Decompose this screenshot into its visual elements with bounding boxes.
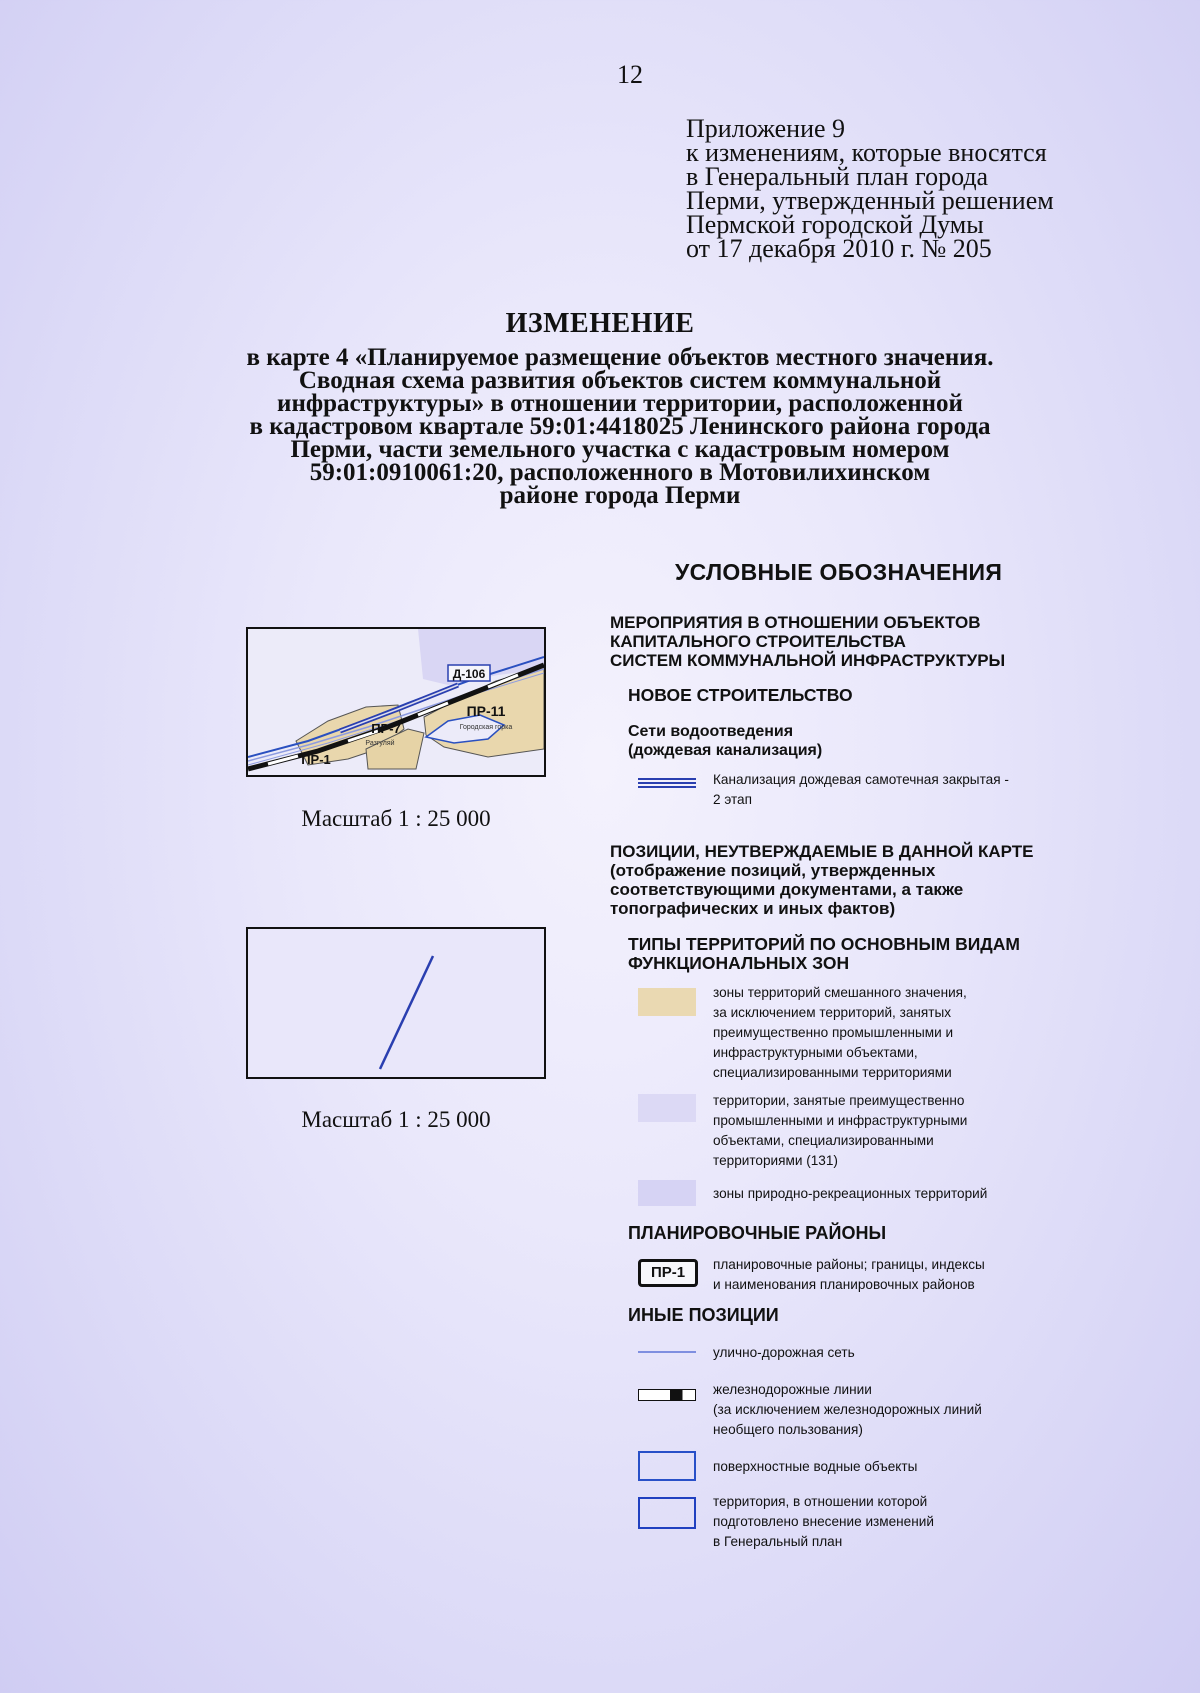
legend-text-line: поверхностные водные объекты [713, 1459, 918, 1474]
annex-line: Перми, утвержденный решением [686, 186, 1054, 215]
legend-mixed-zone [713, 983, 967, 1083]
legend-measures-heading [610, 613, 1005, 670]
legend-change-item [713, 1492, 934, 1552]
heading-line: КАПИТАЛЬНОГО СТРОИТЕЛЬСТВА [610, 632, 906, 651]
heading-line: соответствующими документами, а также [610, 880, 964, 899]
map-fragment-1 [246, 627, 546, 777]
heading-line: ИНЫЕ ПОЗИЦИИ [628, 1305, 779, 1325]
railway-swatch [638, 1389, 696, 1401]
legend-text-line: железнодорожные линии [713, 1382, 872, 1397]
heading-line: (дождевая канализация) [628, 742, 823, 759]
legend-types-heading [628, 935, 1020, 973]
legend-new-construction [628, 686, 853, 705]
change-territory-swatch [638, 1497, 696, 1529]
legend-rail-item [713, 1380, 982, 1440]
annex-line: Приложение 9 [686, 114, 846, 143]
legend-positions-heading [610, 842, 1033, 918]
heading-line: НОВОЕ СТРОИТЕЛЬСТВО [628, 685, 853, 705]
map-2-scale: Масштаб 1 : 25 000 [301, 1107, 491, 1132]
map-road-label: Д-106 [452, 667, 486, 681]
annex-line: к изменениям, которые вносятся [686, 138, 1047, 167]
legend-text-line: 2 этап [713, 792, 752, 807]
sewer-line-swatch [638, 776, 696, 790]
heading-line: топографических и иных фактов) [610, 899, 896, 918]
legend-text-line: зоны территорий смешанного значения, [713, 985, 967, 1000]
legend-recreation-zone [713, 1184, 987, 1204]
legend-title: УСЛОВНЫЕ ОБОЗНАЧЕНИЯ [675, 559, 1003, 585]
heading-line: СИСТЕМ КОММУНАЛЬНОЙ ИНФРАСТРУКТУРЫ [610, 651, 1006, 670]
subtitle-line: 59:01:0910061:20, расположенного в Мотовилихинском [309, 459, 931, 486]
heading-line: МЕРОПРИЯТИЯ В ОТНОШЕНИИ ОБЪЕКТОВ [610, 613, 981, 632]
subtitle-line: инфраструктуры» в отношении территории, расположенной [277, 390, 963, 417]
legend-text-line: за исключением территорий, занятых [713, 1005, 952, 1020]
legend-industrial-zone [713, 1091, 967, 1171]
legend-text-line: планировочные районы; границы, индексы [713, 1257, 985, 1272]
annex-line: от 17 декабря 2010 г. № 205 [686, 234, 992, 263]
legend-text-line: улично-дорожная сеть [713, 1345, 855, 1360]
legend-sewer-heading [628, 722, 822, 760]
legend-text-line: и наименования планировочных районов [713, 1277, 975, 1292]
road-network-swatch [638, 1351, 696, 1353]
heading-line: ТИПЫ ТЕРРИТОРИЙ ПО ОСНОВНЫМ ВИДАМ [628, 934, 1020, 954]
water-objects-swatch [638, 1451, 696, 1481]
map-label-pr7-name: Разгуляй [365, 740, 395, 747]
map-2-drawing [248, 929, 544, 1077]
page-number: 12 [617, 60, 643, 89]
subtitle-line: Сводная схема развития объектов систем коммунальной [298, 367, 942, 394]
legend-text-line: промышленными и инфраструктурными [713, 1113, 968, 1128]
subtitle-line: в кадастровом квартале 59:01:4418025 Ленинского района города [249, 413, 991, 440]
map-label-pr11-name: Городская горка [459, 724, 513, 731]
heading-line: (отображение позиций, утвержденных [610, 861, 936, 880]
planning-district-badge: ПР-1 [638, 1259, 698, 1287]
map-1-drawing [248, 629, 544, 775]
legend-water-item [713, 1457, 917, 1477]
industrial-zone-swatch [638, 1094, 696, 1122]
map-fragment-2 [246, 927, 546, 1079]
legend-text-line: объектами, специализированными [713, 1133, 934, 1148]
map-label-pr7: ПР-7 [371, 721, 401, 736]
legend-text-line: инфраструктурными объектами, [713, 1045, 918, 1060]
legend-other-heading [628, 1306, 779, 1325]
legend-sewer-item [713, 770, 1009, 810]
map-label-pr11: ПР-11 [466, 703, 506, 719]
legend-text-line: преимущественно промышленными и [713, 1025, 954, 1040]
legend-text-line: специализированными территориями [713, 1065, 952, 1080]
legend-text-line: (за исключением железнодорожных линий [713, 1402, 982, 1417]
legend-text-line: территориями (131) [713, 1153, 838, 1168]
subtitle-line: Перми, части земельного участка с кадастровым номером [290, 436, 950, 463]
legend-text-line: зоны природно-рекреационных территорий [713, 1186, 988, 1201]
subtitle-line: районе города Перми [499, 482, 741, 509]
heading-line: ПОЗИЦИИ, НЕУТВЕРЖДАЕМЫЕ В ДАННОЙ КАРТЕ [610, 842, 1034, 861]
subtitle-line: в карте 4 «Планируемое размещение объектов местного значения. [246, 344, 994, 371]
legend-text-line: Канализация дождевая самотечная закрытая - [713, 772, 1009, 787]
annex-block [686, 114, 1054, 263]
legend-text-line: территория, в отношении которой [713, 1494, 928, 1509]
recreation-zone-swatch [638, 1180, 696, 1206]
map-1-scale: Масштаб 1 : 25 000 [301, 806, 491, 831]
legend-road-item [713, 1343, 855, 1363]
legend-planning-heading [628, 1224, 886, 1243]
legend-text-line: территории, занятые преимущественно [713, 1093, 965, 1108]
legend-text-line: подготовлено внесение изменений [713, 1514, 934, 1529]
legend-text-line: необщего пользования) [713, 1422, 863, 1437]
annex-line: в Генеральный план города [686, 162, 989, 191]
document-title: ИЗМЕНЕНИЕ [505, 308, 695, 339]
heading-line: ФУНКЦИОНАЛЬНЫХ ЗОН [628, 953, 850, 973]
legend-text-line: в Генеральный план [713, 1534, 843, 1549]
map-label-pr-left: ПР-1 [301, 752, 331, 767]
annex-line: Пермской городской Думы [686, 210, 984, 239]
mixed-zone-swatch [638, 988, 696, 1016]
legend-planning-item [713, 1255, 985, 1295]
heading-line: ПЛАНИРОВОЧНЫЕ РАЙОНЫ [628, 1223, 887, 1243]
document-subtitle [160, 346, 1080, 507]
heading-line: Сети водоотведения [628, 723, 794, 740]
